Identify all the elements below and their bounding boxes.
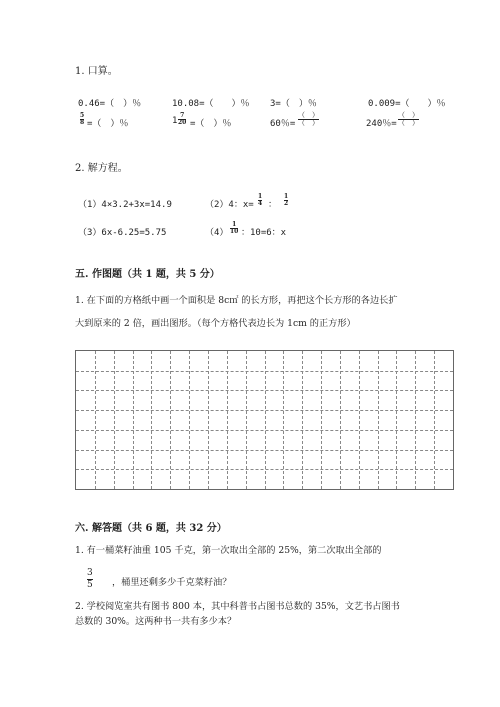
fraction-denominator: 10: [230, 228, 239, 235]
equation-head: （4）: [205, 228, 229, 238]
fraction-denominator: 8: [80, 119, 85, 126]
question-line: 总数的 30%。这两种书一共有多少本？: [75, 616, 237, 627]
fraction-denominator: 20: [178, 119, 187, 126]
fraction: [178, 113, 186, 126]
oral-item: 10.08=（ ）％: [172, 99, 250, 109]
section5-heading: 五. 作图题（共 1 题，共 5 分）: [75, 269, 220, 280]
oral-item: 0.009=（ ）％: [368, 99, 446, 109]
question-line: ，桶里还剩多少千克菜籽油？: [112, 577, 232, 588]
fraction: [87, 568, 93, 591]
fraction-numerator: 1: [284, 193, 289, 200]
fraction-numerator: （ ）: [298, 111, 319, 119]
square-grid[interactable]: [75, 350, 454, 490]
fraction: [230, 222, 238, 235]
grid-line-horizontal: [76, 410, 453, 411]
fraction-denominator: 2: [284, 200, 289, 207]
equation: （1）4×3.2+3x=14.9: [78, 200, 172, 210]
fraction: [298, 112, 319, 127]
fraction: [398, 112, 419, 127]
fraction-denominator: （ ）: [398, 119, 419, 127]
grid-line-horizontal: [76, 469, 453, 470]
fraction-numerator: 1: [232, 221, 237, 228]
section1-title: 1. 口算。: [75, 66, 118, 77]
fraction-numerator: 3: [87, 568, 93, 578]
equation-head: （2）4：x=: [205, 200, 254, 210]
fraction: [284, 194, 288, 207]
oral-item: =（ ）％: [190, 119, 232, 129]
fraction-numerator: 7: [180, 112, 185, 119]
oral-item: 3=（ ）％: [270, 99, 317, 109]
fraction-denominator: 4: [258, 200, 263, 207]
oral-item: 0.46=（ ）％: [78, 99, 142, 109]
oral-item: 240％=: [366, 119, 397, 129]
section2-title: 2. 解方程。: [75, 163, 128, 174]
mixed-whole: 1: [172, 116, 178, 126]
equation: （3）6x-6.25=5.75: [78, 228, 167, 238]
oral-item: =（ ）％: [87, 119, 129, 129]
equation-tail: ：10=6：x: [241, 228, 287, 238]
drawing-question-line: 大到原来的 2 倍，画出图形。（每个方格代表边长为 1cm 的正方形）: [75, 318, 356, 329]
fraction-denominator: （ ）: [298, 119, 319, 127]
fraction: [80, 113, 84, 126]
grid-line-horizontal: [76, 390, 453, 391]
oral-item: 60％=: [270, 119, 296, 129]
fraction-denominator: 5: [87, 580, 93, 590]
question-line: 1. 有一桶菜籽油重 105 千克，第一次取出全部的 25%，第二次取出全部的: [75, 545, 382, 556]
equation-mid: ：: [268, 200, 278, 210]
fraction-numerator: 5: [80, 112, 85, 119]
grid-line-horizontal: [76, 371, 453, 372]
question-line: 2. 学校阅览室共有图书 800 本，其中科普书占图书总数的 35%，文艺书占图书: [75, 601, 400, 612]
fraction: [258, 194, 262, 207]
grid-line-horizontal: [76, 430, 453, 431]
section6-heading: 六. 解答题（共 6 题，共 32 分）: [75, 523, 227, 534]
fraction-numerator: 1: [258, 193, 263, 200]
drawing-question-line: 1. 在下面的方格纸中画一个面积是 8c㎡ 的长方形，再把这个长方形的各边长扩: [75, 295, 398, 306]
grid-line-horizontal: [76, 450, 453, 451]
fraction-numerator: （ ）: [398, 111, 419, 119]
